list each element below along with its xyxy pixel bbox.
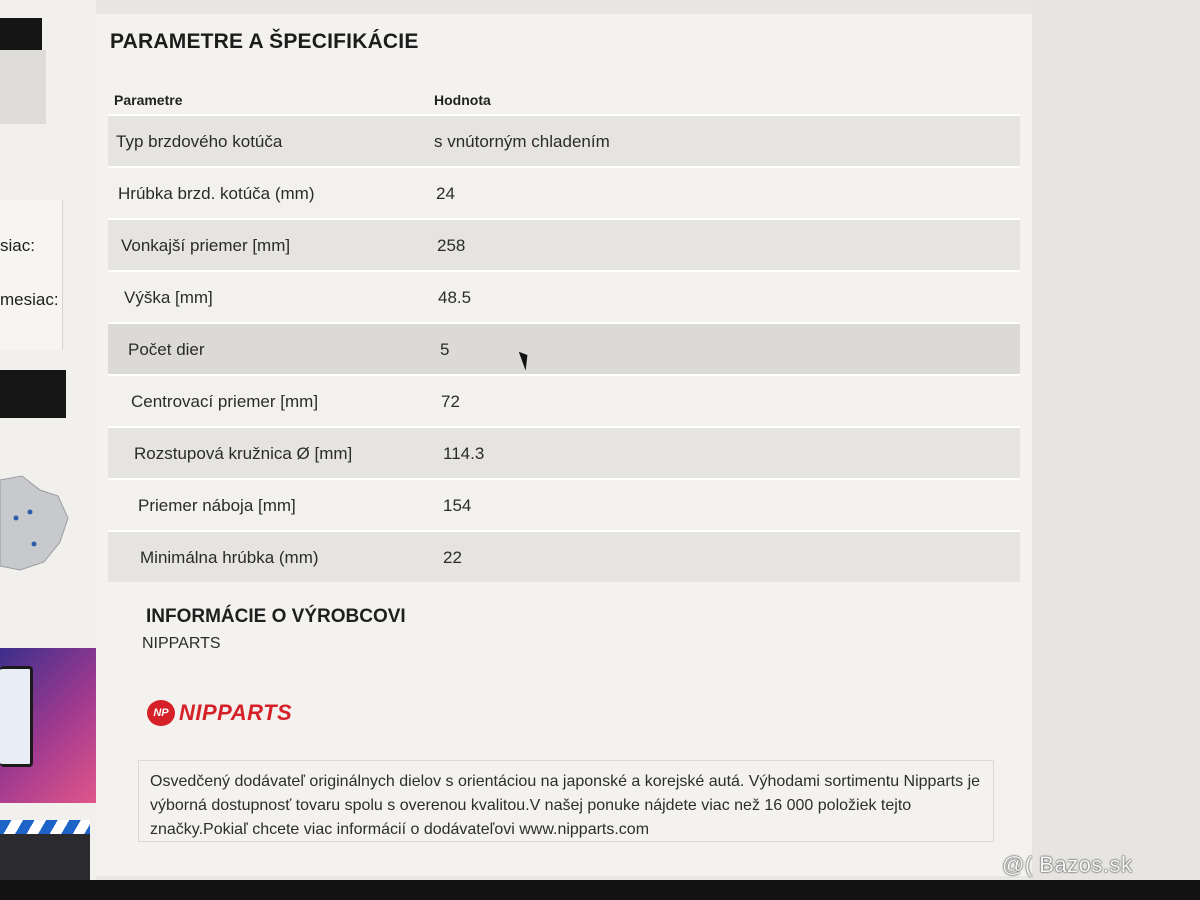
left-sidebar [0, 0, 96, 880]
param-value: 114.3 [443, 444, 485, 463]
header-value: Hodnota [434, 92, 491, 108]
logo-badge-icon: NP [147, 700, 175, 726]
param-value: s vnútorným chladením [434, 132, 610, 151]
param-name: Centrovací priemer [mm] [131, 392, 319, 411]
param-name: Výška [mm] [124, 288, 213, 307]
manufacturer-description: Osvedčený dodávateľ originálnych dielov s orientáciou na japonské a korejské autá. Výhodami sortimentu Nipparts je výborná dostupnosť tovaru spolu s overenou kvalitou.V našej ponuke nájdete viac než 16 000 položiek tejto značky.Pokiaľ chcete viac informácií o dodávateľovi www.nipparts.com [150, 773, 981, 838]
map-icon[interactable] [0, 470, 70, 575]
sidebar-card [0, 200, 63, 350]
param-name: Priemer náboja [mm] [138, 496, 296, 515]
param-name: Vonkajší priemer [mm] [121, 236, 291, 255]
logo-wordmark: NIPPARTS [179, 700, 293, 725]
param-name: Typ brzdového kotúča [116, 132, 283, 151]
sidebar-label-1: siac: [0, 236, 35, 255]
sidebar-bottom-ad[interactable] [0, 834, 90, 880]
param-name: Rozstupová kružnica Ø [mm] [134, 444, 353, 463]
sidebar-header-block [0, 18, 42, 50]
table-row [108, 426, 1020, 478]
param-value: 22 [443, 548, 462, 567]
bazos-watermark: @( Bazos.sk [1002, 852, 1133, 877]
manufacturer-name: NIPPARTS [142, 635, 221, 652]
param-value: 5 [440, 340, 450, 359]
param-name: Minimálna hrúbka (mm) [140, 548, 319, 567]
spec-table [108, 86, 1020, 582]
table-row [108, 322, 1020, 374]
sidebar-stripe-decoration [0, 820, 90, 834]
screen-bezel [0, 880, 1200, 900]
specs-title: PARAMETRE A ŠPECIFIKÁCIE [110, 30, 419, 53]
sidebar-image-placeholder [0, 50, 46, 124]
table-row [108, 114, 1020, 166]
phone-icon [0, 666, 33, 767]
table-row [108, 478, 1020, 530]
table-row [108, 218, 1020, 270]
table-row [108, 374, 1020, 426]
table-row [108, 530, 1020, 582]
table-row [108, 166, 1020, 218]
table-row [108, 270, 1020, 322]
sidebar-label-2: mesiac: [0, 290, 59, 309]
spec-table-header [108, 86, 1020, 114]
param-value: 154 [443, 496, 472, 515]
nipparts-logo [147, 700, 292, 726]
manufacturer-title: INFORMÁCIE O VÝROBCOVI [146, 606, 406, 627]
param-value: 48.5 [438, 288, 472, 307]
header-param: Parametre [114, 92, 183, 108]
sidebar-button[interactable] [0, 370, 66, 418]
param-value: 258 [437, 236, 466, 255]
param-name: Počet dier [128, 340, 205, 359]
param-value: 24 [436, 184, 455, 203]
right-margin [1032, 0, 1200, 880]
param-name: Hrúbka brzd. kotúča (mm) [118, 184, 315, 203]
param-value: 72 [441, 392, 460, 411]
sidebar-ad-banner[interactable] [0, 648, 96, 803]
